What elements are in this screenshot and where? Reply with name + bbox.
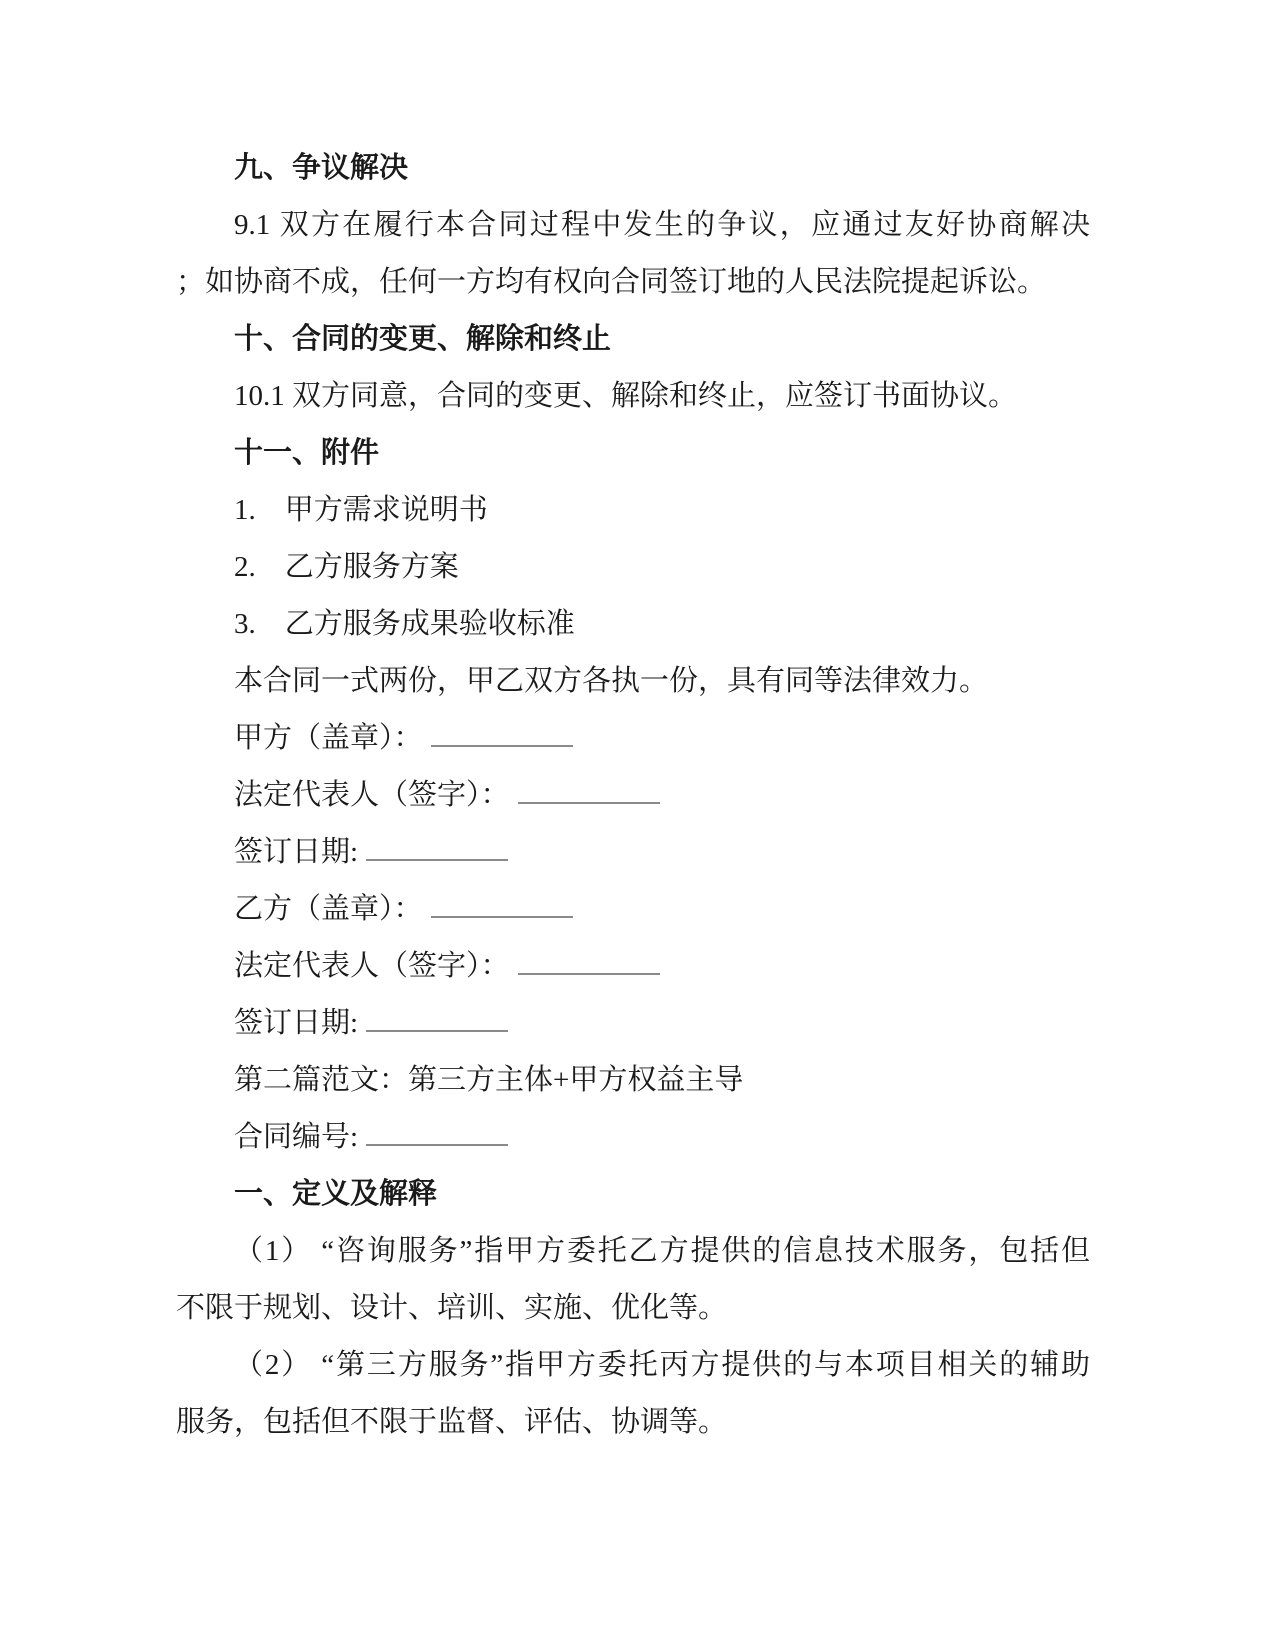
line-text: 法定代表人（签字）：	[234, 950, 510, 982]
section-heading	[176, 425, 1090, 482]
line-text: 甲方（盖章）：	[234, 722, 423, 754]
line-text: （2） “第三方服务”指甲方委托丙方提供的与本项目相关的辅助	[234, 1349, 1090, 1381]
paragraph-line	[176, 596, 1090, 653]
paragraph-line	[176, 1223, 1090, 1280]
paragraph-line	[176, 767, 1090, 824]
line-text: 10.1 双方同意，合同的变更、解除和终止，应签订书面协议。	[234, 380, 1018, 412]
fill-in-blank-line	[366, 1114, 508, 1146]
paragraph-line	[176, 254, 1090, 311]
line-text: ；如协商不成，任何一方均有权向合同签订地的人民法院提起诉讼。	[176, 266, 1047, 298]
line-text: 3. 乙方服务成果验收标准	[234, 608, 575, 640]
line-text: 乙方（盖章）：	[234, 893, 423, 925]
paragraph-line	[176, 995, 1090, 1052]
paragraph-line	[176, 710, 1090, 767]
line-text: 2. 乙方服务方案	[234, 551, 459, 583]
paragraph-line	[176, 824, 1090, 881]
paragraph-line	[176, 197, 1090, 254]
line-text: 第二篇范文：第三方主体+甲方权益主导	[234, 1064, 744, 1096]
fill-in-blank-line	[366, 1000, 508, 1032]
line-text: 十、合同的变更、解除和终止	[234, 323, 612, 355]
paragraph-line	[176, 1052, 1090, 1109]
paragraph-line	[176, 482, 1090, 539]
paragraph-line	[176, 1109, 1090, 1166]
line-text: （1） “咨询服务”指甲方委托乙方提供的信息技术服务，包括但	[234, 1235, 1090, 1267]
paragraph-line	[176, 938, 1090, 995]
paragraph-line	[176, 1280, 1090, 1337]
section-heading	[176, 311, 1090, 368]
line-text: 法定代表人（签字）：	[234, 779, 510, 811]
paragraph-line	[176, 539, 1090, 596]
line-text: 签订日期:	[234, 836, 359, 868]
section-heading	[176, 1166, 1090, 1223]
fill-in-blank-line	[518, 772, 660, 804]
line-text: 签订日期:	[234, 1007, 359, 1039]
fill-in-blank-line	[431, 886, 573, 918]
paragraph-line	[176, 1337, 1090, 1394]
fill-in-blank-line	[518, 943, 660, 975]
line-text: 一、定义及解释	[234, 1178, 438, 1210]
section-heading	[176, 140, 1090, 197]
line-text: 不限于规划、设计、培训、实施、优化等。	[176, 1292, 728, 1324]
line-text: 合同编号:	[234, 1121, 359, 1153]
fill-in-blank-line	[431, 715, 573, 747]
line-text: 十一、附件	[234, 437, 380, 469]
line-text: 服务，包括但不限于监督、评估、协调等。	[176, 1406, 728, 1438]
paragraph-line	[176, 881, 1090, 938]
paragraph-line	[176, 368, 1090, 425]
fill-in-blank-line	[366, 829, 508, 861]
paragraph-line	[176, 1394, 1090, 1451]
line-text: 1. 甲方需求说明书	[234, 494, 488, 526]
line-text: 本合同一式两份，甲乙双方各执一份，具有同等法律效力。	[234, 665, 989, 697]
paragraph-line	[176, 653, 1090, 710]
line-text: 九、争议解决	[234, 152, 409, 184]
line-text: 9.1 双方在履行本合同过程中发生的争议，应通过友好协商解决	[234, 209, 1090, 241]
